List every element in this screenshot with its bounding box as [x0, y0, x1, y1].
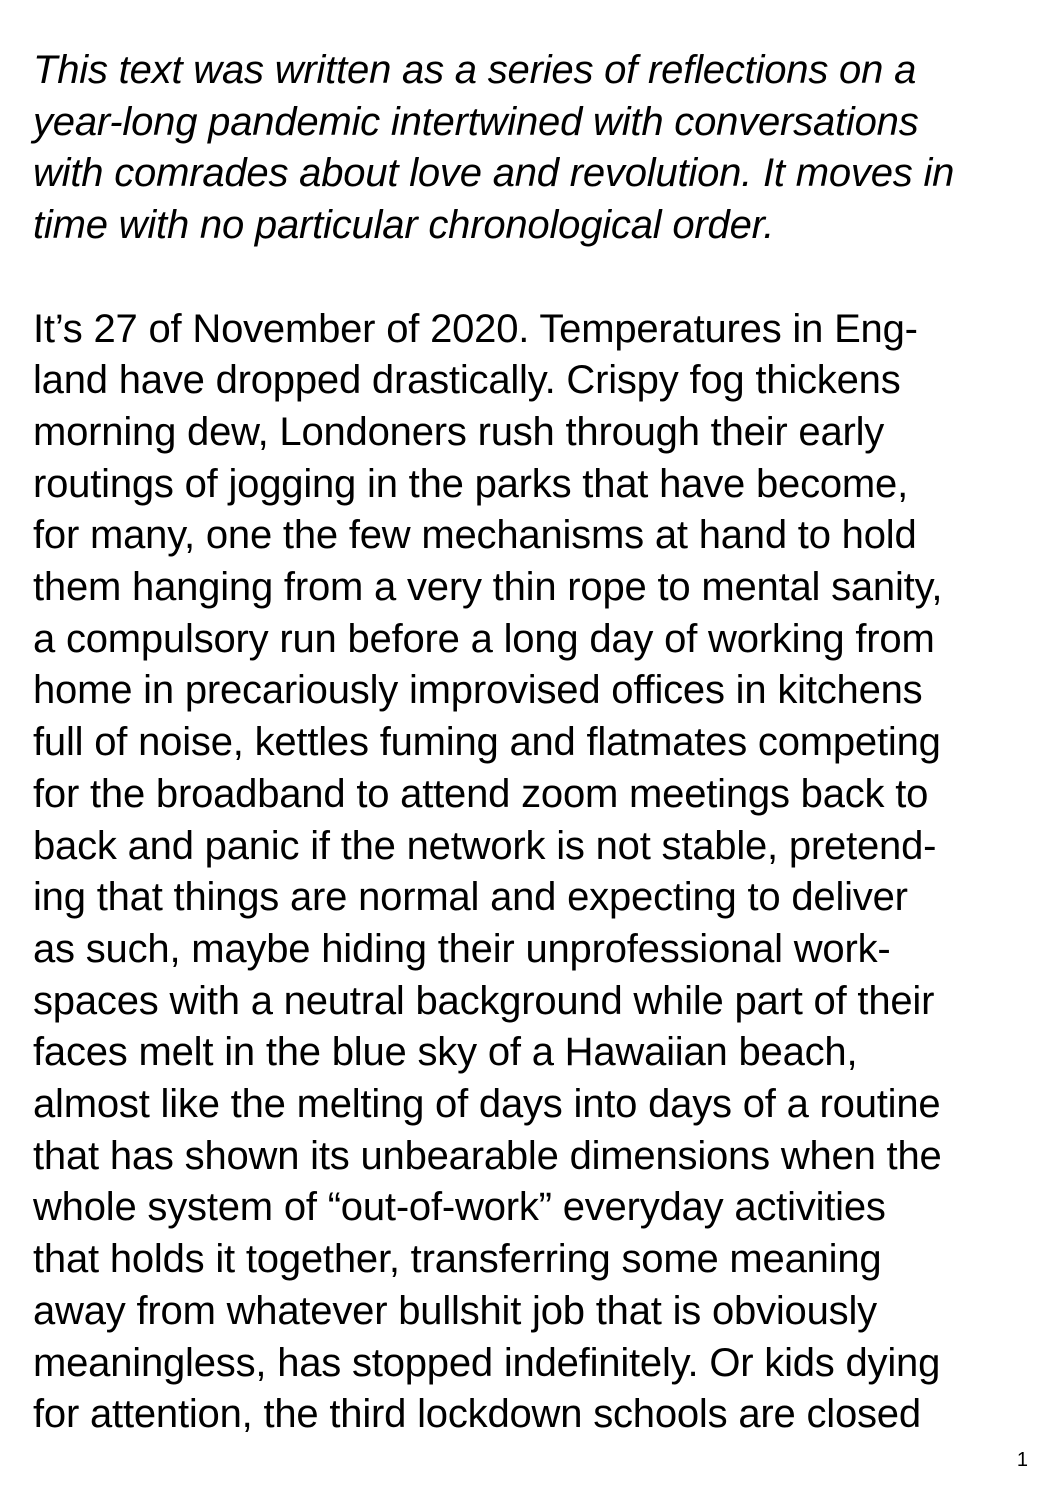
page-number: 1 — [1016, 1449, 1028, 1471]
intro-line: with comrades about love and revolution. It moves in — [33, 151, 955, 196]
body-line: almost like the melting of days into days of a routine — [33, 1082, 941, 1127]
body-line: back and panic if the network is not stable, pretend- — [33, 823, 937, 868]
intro-line: time with no particular chronological order. — [33, 203, 775, 248]
body-line: whole system of “out-of-work” everyday activities — [33, 1185, 886, 1230]
body-line: that has shown its unbearable dimensions when the — [33, 1133, 942, 1178]
body-line: them hanging from a very thin rope to mental sanity, — [33, 565, 943, 610]
body-line: morning dew, Londoners rush through their early — [33, 409, 885, 454]
intro-line: This text was written as a series of reflections on a — [33, 48, 917, 92]
body-line: for attention, the third lockdown schools are closed — [33, 1392, 921, 1437]
intro-line: year-long pandemic intertwined with conversations — [33, 99, 919, 144]
paragraph-spacer — [33, 252, 1043, 304]
body-line: a compulsory run before a long day of working from — [33, 616, 935, 661]
body-line: away from whatever bullshit job that is obviously — [33, 1288, 877, 1333]
body-line: that holds it together, transferring some meaning — [33, 1237, 882, 1282]
body-paragraph — [33, 304, 1043, 1441]
intro-paragraph — [33, 45, 1043, 252]
body-line: meaningless, has stopped indefinitely. Or kids dying — [33, 1340, 941, 1385]
body-line: land have dropped drastically. Crispy fog thickens — [33, 358, 901, 403]
body-line: full of noise, kettles fuming and flatmates competing — [33, 720, 941, 765]
body-line: faces melt in the blue sky of a Hawaiian beach, — [33, 1030, 858, 1075]
body-line: spaces with a neutral background while part of their — [33, 978, 935, 1023]
body-line: for the broadband to attend zoom meetings back to — [33, 771, 929, 816]
body-line: for many, one the few mechanisms at hand to hold — [33, 513, 917, 558]
body-line: home in precariously improvised offices in kitchens — [33, 668, 923, 713]
body-line: It’s 27 of November of 2020. Temperatures in Eng- — [33, 306, 918, 351]
body-line: ing that things are normal and expecting to deliver — [33, 875, 908, 920]
document-page — [33, 45, 1043, 1441]
body-line: as such, maybe hiding their unprofessional work- — [33, 926, 891, 971]
body-line: routings of jogging in the parks that have become, — [33, 461, 909, 506]
